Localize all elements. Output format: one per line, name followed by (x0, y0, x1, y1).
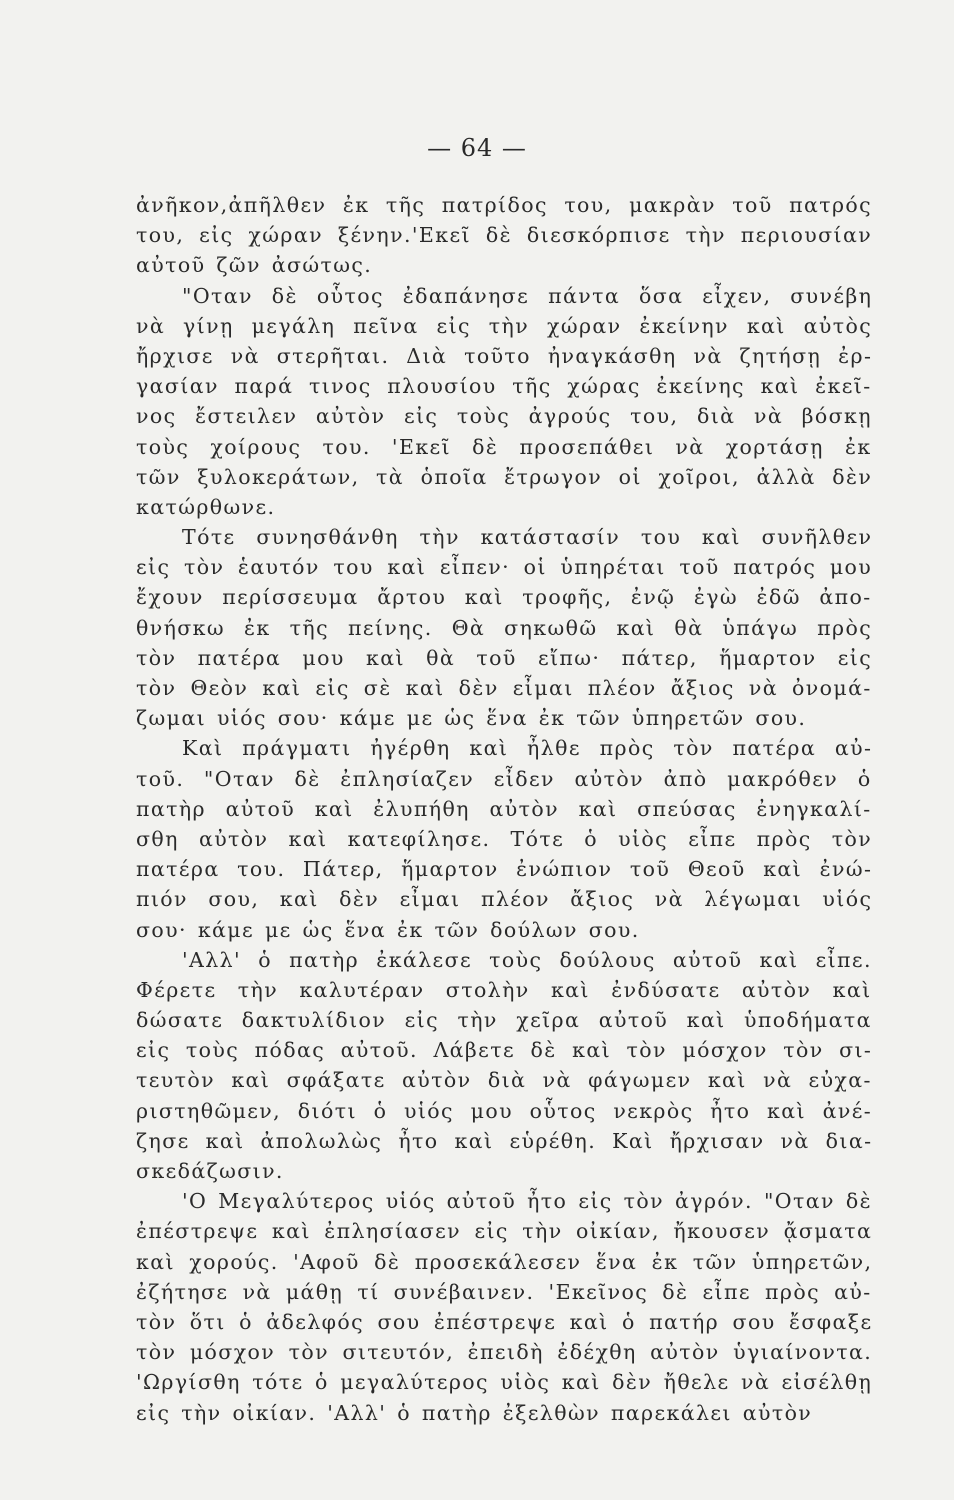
text-line: εἰς τὴν οἰκίαν. 'Αλλ' ὁ πατὴρ ἐξελθὼν παρεκάλει αὐτὸν (136, 1400, 813, 1425)
text-line: 'Αλλ' ὁ πατὴρ ἐκάλεσε τοὺς δούλους αὐτοῦ καὶ εἶπε. (182, 947, 872, 972)
text-line: νὰ γίνῃ μεγάλη πεῖνα εἰς τὴν χώραν ἐκείνην καὶ αὐτὸς (136, 313, 873, 338)
text-line: Καὶ πράγματι ἠγέρθη καὶ ἦλθε πρὸς τὸν πατέρα αὐ- (182, 736, 873, 761)
text-line: γασίαν παρά τινος πλουσίου τῆς χώρας ἐκείνης καὶ ἐκεῖ- (136, 374, 872, 399)
text-line: τὸν πατέρα μου καὶ θὰ τοῦ εἴπω· πάτερ, ἥμαρτον εἰς (136, 645, 873, 670)
text-line: Τότε συνησθάνθη τὴν κατάστασίν του καὶ συνῆλθεν (182, 525, 873, 550)
text-line: ἀνῆκον,ἀπῆλθεν ἐκ τῆς πατρίδος του, μακρὰν τοῦ πατρός (136, 193, 873, 217)
text-line: πατέρα του. Πάτερ, ἥμαρτον ἐνώπιον τοῦ Θεοῦ καὶ ἐνώ- (136, 857, 873, 882)
body-text (136, 190, 872, 1428)
text-line: "Οταν δὲ οὗτος ἐδαπάνησε πάντα ὅσα εἶχεν, συνέβη (182, 283, 873, 308)
text-line: τὸν Θεὸν καὶ εἰς σὲ καὶ δὲν εἶμαι πλέον ἄξιος νὰ ὀνομά- (136, 676, 872, 700)
text-line: ἐπέστρεψε καὶ ἐπλησίασεν εἰς τὴν οἰκίαν, ἤκουσεν ᾄσματα (136, 1219, 873, 1244)
text-line: αὐτοῦ ζῶν ἀσώτως. (136, 253, 373, 278)
text-line: σου· κάμε με ὡς ἕνα ἐκ τῶν δούλων σου. (136, 917, 640, 942)
text-line: καὶ χορούς. 'Αφοῦ δὲ προσεκάλεσεν ἕνα ἐκ τῶν ὑπηρετῶν, (136, 1249, 873, 1274)
text-line: Φέρετε τὴν καλυτέραν στολὴν καὶ ἐνδύσατε αὐτὸν καὶ (136, 977, 872, 1002)
text-line: σθη αὐτὸν καὶ κατεφίλησε. Τότε ὁ υἱὸς εἶπε πρὸς τὸν (136, 826, 873, 851)
text-line: τὸν ὅτι ὁ ἀδελφός σου ἐπέστρεψε καὶ ὁ πατήρ σου ἔσφαξε (136, 1309, 873, 1334)
text-line: τὸν μόσχον τὸν σιτευτόν, ἐπειδὴ ἐδέχθη αὐτὸν ὑγιαίνοντα. (136, 1340, 873, 1365)
text-line: δώσατε δακτυλίδιον εἰς τὴν χεῖρα αὐτοῦ καὶ ὑποδήματα (136, 1008, 872, 1033)
text-line: νος ἔστειλεν αὐτὸν εἰς τοὺς ἀγρούς του, διὰ νὰ βόσκῃ (136, 404, 872, 429)
text-line: τῶν ξυλοκεράτων, τὰ ὁποῖα ἔτρωγον οἱ χοῖροι, ἀλλὰ δὲν (136, 464, 873, 489)
text-line: του, εἰς χώραν ξένην.'Εκεῖ δὲ διεσκόρπισε τὴν περιουσίαν (136, 223, 873, 248)
text-line: ἔχουν περίσσευμα ἄρτου καὶ τροφῆς, ἐνῷ ἐγὼ ἐδῶ ἀπο- (136, 585, 872, 610)
text-line: θνήσκω ἐκ τῆς πείνης. Θὰ σηκωθῶ καὶ θὰ ὑπάγω πρὸς (136, 615, 873, 640)
text-line: τοῦ. "Οταν δὲ ἐπλησίαζεν εἶδεν αὐτὸν ἀπὸ μακρόθεν ὁ (136, 766, 872, 791)
text-line: ζησε καὶ ἀπολωλὼς ἦτο καὶ εὑρέθη. Καὶ ἤρχισαν νὰ δια- (136, 1128, 873, 1153)
text-line: πιόν σου, καὶ δὲν εἶμαι πλέον ἄξιος νὰ λέγωμαι υἱός (136, 887, 873, 912)
text-line: 'Ωργίσθη τότε ὁ μεγαλύτερος υἱὸς καὶ δὲν ἤθελε νὰ εἰσέλθῃ (136, 1370, 873, 1395)
text-line: σκεδάζωσιν. (136, 1159, 284, 1183)
text-line: ἐζήτησε νὰ μάθῃ τί συνέβαινεν. 'Εκεῖνος δὲ εἶπε πρὸς αὐ- (136, 1279, 872, 1304)
text-line: ζωμαι υἱός σου· κάμε με ὡς ἕνα ἐκ τῶν ὑπηρετῶν σου. (136, 706, 807, 731)
text-line: εἰς τοὺς πόδας αὐτοῦ. Λάβετε δὲ καὶ τὸν μόσχον τὸν σι- (136, 1038, 873, 1063)
page-number: — 64 — (427, 134, 527, 162)
text-line: τευτὸν καὶ σφάξατε αὐτὸν διὰ νὰ φάγωμεν καὶ νὰ εὐχα- (136, 1068, 872, 1093)
text-line: πατὴρ αὐτοῦ καὶ ἐλυπήθη αὐτὸν καὶ σπεύσας ἐνηγκαλί- (136, 796, 872, 821)
text-line: 'Ο Μεγαλύτερος υἱός αὐτοῦ ἦτο εἰς τὸν ἀγρόν. "Οταν δὲ (182, 1189, 873, 1214)
text-line: κατώρθωνε. (136, 494, 276, 519)
text-line: τοὺς χοίρους του. 'Εκεῖ δὲ προσεπάθει νὰ χορτάσῃ ἐκ (136, 434, 872, 459)
text-line: εἰς τὸν ἑαυτόν του καὶ εἶπεν· οἱ ὑπηρέται τοῦ πατρός μου (136, 555, 873, 580)
text-line: ριστηθῶμεν, διότι ὁ υἱός μου οὗτος νεκρὸς ἦτο καὶ ἀνέ- (136, 1098, 873, 1123)
text-line: ἤρχισε νὰ στερῆται. Διὰ τοῦτο ἠναγκάσθη νὰ ζητήσῃ ἐρ- (136, 343, 873, 368)
